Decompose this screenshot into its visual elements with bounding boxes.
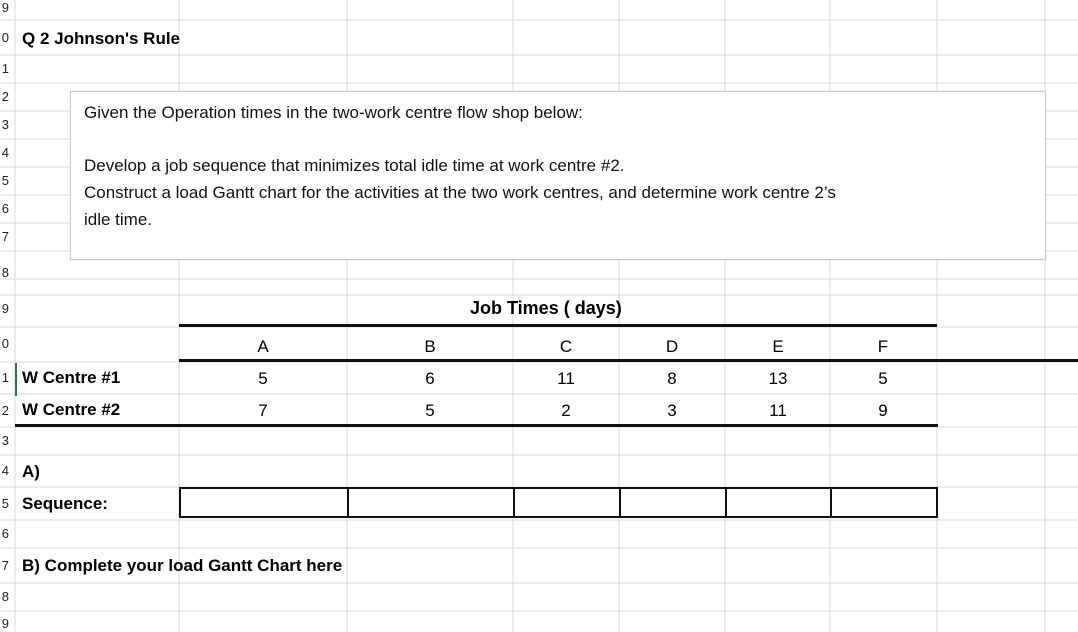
table-cell[interactable]: 8	[667, 369, 677, 388]
instructions-line: idle time.	[84, 210, 153, 229]
row-header[interactable]: 2	[1, 89, 9, 104]
row-header[interactable]: 9	[1, 301, 9, 316]
instructions-line: Given the Operation times in the two-work centre flow shop below:	[84, 103, 583, 122]
table-cell[interactable]: 3	[667, 401, 677, 420]
job-header-e[interactable]: E	[772, 337, 784, 356]
sequence-cell[interactable]	[179, 487, 349, 518]
table-header-border	[179, 359, 1078, 362]
sequence-label[interactable]: Sequence:	[22, 494, 108, 513]
table-cell[interactable]: 11	[769, 401, 787, 420]
sequence-cell[interactable]	[513, 487, 621, 518]
table-cell[interactable]: 2	[561, 401, 571, 420]
table-cell[interactable]: 13	[768, 369, 788, 388]
question-title[interactable]: Q 2 Johnson's Rule	[22, 29, 181, 48]
table-bottom-border	[15, 424, 938, 427]
table-cell[interactable]: 7	[258, 401, 268, 420]
row-header[interactable]: 2	[1, 403, 9, 418]
job-header-b[interactable]: B	[424, 337, 436, 356]
row-header[interactable]: 0	[1, 30, 9, 45]
row-header[interactable]: 1	[1, 61, 9, 76]
table-cell[interactable]: 5	[258, 369, 268, 388]
sequence-cell[interactable]	[830, 487, 938, 518]
row-header[interactable]: 5	[1, 496, 9, 511]
row-header[interactable]: 9	[1, 0, 9, 15]
table-cell[interactable]: 5	[425, 401, 435, 420]
table-cell[interactable]: 11	[557, 369, 575, 388]
instructions-line: Develop a job sequence that minimizes total idle time at work centre #2.	[84, 156, 625, 175]
table-cell[interactable]: 9	[878, 401, 888, 420]
instructions-line: Construct a load Gantt chart for the activities at the two work centres, and determine work centre 2’s	[84, 183, 836, 202]
job-header-c[interactable]: C	[559, 337, 573, 356]
selected-cell-indicator	[15, 363, 17, 396]
row-header[interactable]: 7	[1, 229, 9, 244]
sequence-cell[interactable]	[619, 487, 727, 518]
table-top-border	[179, 324, 937, 327]
row-header[interactable]: 8	[1, 265, 9, 280]
row-header[interactable]: 5	[1, 173, 9, 188]
row-label-wc2[interactable]: W Centre #2	[22, 400, 121, 419]
row-header[interactable]: 4	[1, 145, 9, 160]
table-cell[interactable]: 5	[878, 369, 888, 388]
row-header[interactable]: 8	[1, 589, 9, 604]
row-label-wc1[interactable]: W Centre #1	[22, 368, 121, 387]
instructions-textbox[interactable]	[70, 91, 1046, 260]
table-cell[interactable]: 6	[425, 369, 435, 388]
row-header[interactable]: 3	[1, 433, 9, 448]
row-header[interactable]: 3	[1, 117, 9, 132]
part-b-label[interactable]: B) Complete your load Gantt Chart here	[22, 556, 343, 575]
row-header[interactable]: 6	[1, 526, 9, 541]
job-header-f[interactable]: F	[877, 337, 889, 356]
row-header[interactable]: 9	[1, 616, 9, 631]
job-header-d[interactable]: D	[665, 337, 679, 356]
row-header[interactable]: 4	[1, 463, 9, 478]
sequence-cell[interactable]	[347, 487, 515, 518]
job-header-a[interactable]: A	[257, 337, 269, 356]
row-header[interactable]: 1	[1, 370, 9, 385]
sequence-cell[interactable]	[725, 487, 832, 518]
part-a-label[interactable]: A)	[22, 462, 40, 481]
row-header[interactable]: 6	[1, 201, 9, 216]
job-times-title[interactable]: Job Times ( days)	[470, 298, 622, 318]
row-header[interactable]: 0	[1, 336, 9, 351]
row-header[interactable]: 7	[1, 558, 9, 573]
